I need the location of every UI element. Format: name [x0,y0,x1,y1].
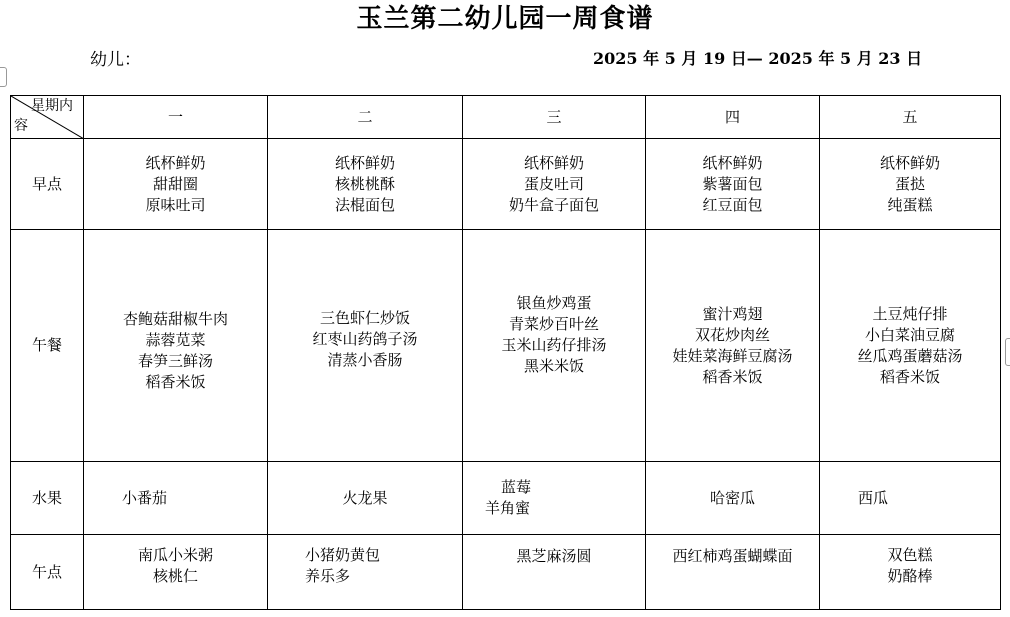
dish: 法棍面包 [334,195,395,214]
menu-cell [820,535,1001,610]
dish: 蜜汁鸡翅 [702,304,763,323]
dish: 春笋三鲜汤 [137,351,213,370]
meal-row-breakfast [11,139,1001,230]
corner-header-bottom: 容 [14,118,28,134]
dish: 纯蛋糕 [887,195,933,214]
corner-header-cell [11,96,84,139]
dish: 红枣山药鸽子汤 [312,330,418,348]
dish: 小猪奶黄包 [305,546,381,564]
page-title: 玉兰第二幼儿园一周食谱 [356,4,654,34]
dish: 纸杯鲜奶 [702,153,763,172]
menu-cell [268,230,463,462]
dish: 小白菜油豆腐 [864,325,955,344]
dish: 蛋皮吐司 [523,174,584,193]
dish: 小番茄 [122,488,168,507]
date-range: 2025 年 5 月 19 日— 2025 年 5 月 23 日 [593,49,923,68]
menu-cell [646,462,820,535]
dish: 玉米山药仔排汤 [501,335,607,354]
menu-cell [84,230,268,462]
menu-cell [463,230,646,462]
menu-cell [646,139,820,230]
dish: 紫薯面包 [702,174,763,193]
dish: 西红柿鸡蛋蝴蝶面 [672,546,793,565]
dish: 养乐多 [305,567,351,585]
right-edge-handle [1005,338,1010,366]
dish: 奶酪棒 [887,567,933,585]
menu-cell [268,139,463,230]
meal-label: 午餐 [11,230,84,462]
menu-cell [463,462,646,535]
dish: 蛋挞 [894,174,925,193]
child-name-label: 幼儿： [90,50,141,70]
dish: 黑米米饭 [523,356,584,375]
meal-label: 午点 [11,535,84,610]
weekly-menu-table [10,95,1001,610]
dish: 清蒸小香肠 [327,351,403,369]
dish: 纸杯鲜奶 [523,153,584,172]
meal-row-afternoon-snack [11,535,1001,610]
dish: 原味吐司 [145,195,206,214]
dish: 稻香米饭 [879,367,940,386]
dish: 蒜蓉苋菜 [145,330,206,349]
corner-header-top: 星期内 [31,98,73,114]
menu-cell [84,139,268,230]
dish: 稻香米饭 [145,372,206,391]
header-row [11,96,1001,139]
day-header-5: 五 [820,96,1001,139]
menu-cell [820,139,1001,230]
menu-cell [84,462,268,535]
menu-cell [646,230,820,462]
dish: 火龙果 [342,488,388,507]
dish: 丝瓜鸡蛋蘑菇汤 [857,346,963,365]
dish: 三色虾仁炒饭 [319,309,410,327]
menu-cell [820,462,1001,535]
left-edge-handle [0,67,7,87]
dish: 核桃桃酥 [334,174,395,193]
dish: 奶牛盒子面包 [508,195,599,214]
dish: 核桃仁 [152,567,198,585]
dish: 双花炒肉丝 [694,325,770,344]
menu-cell [820,230,1001,462]
menu-cell [268,535,463,610]
day-header-2: 二 [268,96,463,139]
dish: 红豆面包 [702,195,763,214]
dish: 稻香米饭 [702,367,763,386]
dish: 纸杯鲜奶 [334,153,395,172]
dish: 杏鲍菇甜椒牛肉 [122,309,228,328]
dish: 哈密瓜 [709,488,755,507]
dish: 南瓜小米粥 [137,546,213,564]
day-header-4: 四 [646,96,820,139]
dish: 纸杯鲜奶 [145,153,206,172]
dish: 羊角蜜 [485,499,531,517]
day-header-1: 一 [84,96,268,139]
dish: 甜甜圈 [152,174,198,193]
menu-cell [84,535,268,610]
day-header-3: 三 [463,96,646,139]
dish: 银鱼炒鸡蛋 [516,293,592,312]
meal-label: 早点 [11,139,84,230]
meal-row-lunch [11,230,1001,462]
dish: 纸杯鲜奶 [879,153,940,172]
dish: 西瓜 [858,488,889,507]
dish: 土豆炖仔排 [872,304,948,323]
dish: 黑芝麻汤圆 [516,546,592,565]
dish: 蓝莓 [501,478,532,496]
dish: 青菜炒百叶丝 [508,314,599,333]
menu-cell [463,139,646,230]
dish: 双色糕 [887,546,933,564]
menu-cell [646,535,820,610]
dish: 娃娃菜海鲜豆腐汤 [672,346,793,365]
menu-cell [268,462,463,535]
menu-cell [463,535,646,610]
meal-row-fruit [11,462,1001,535]
meal-label: 水果 [11,462,84,535]
